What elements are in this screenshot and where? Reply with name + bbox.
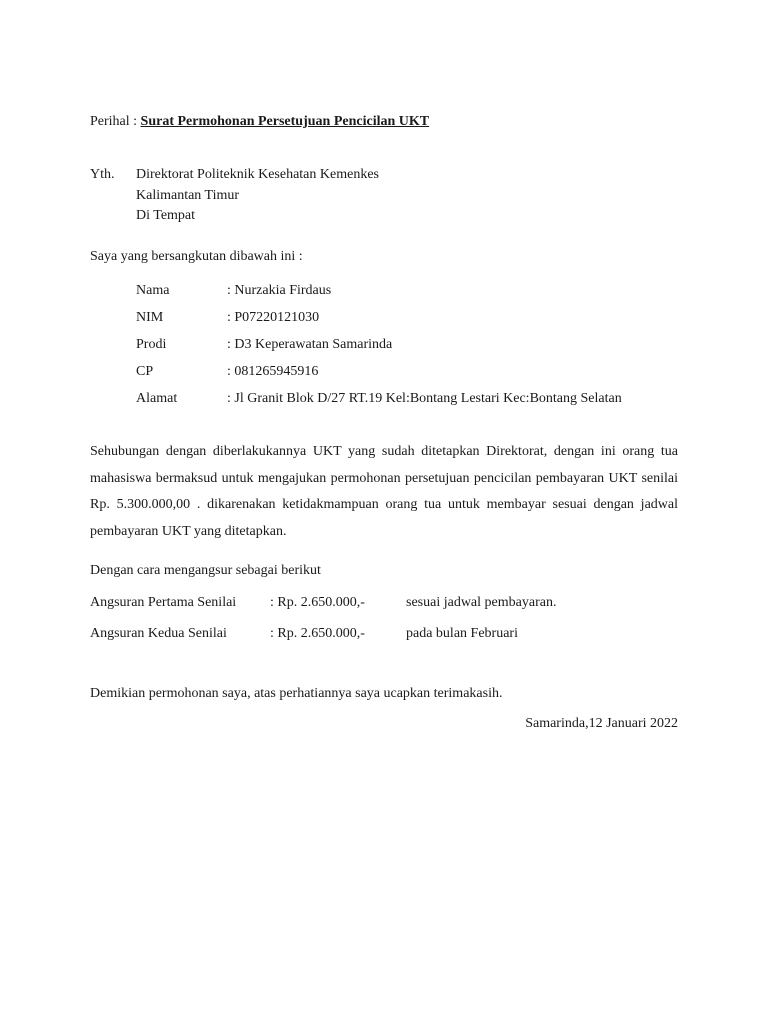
- installment-amount: : Rp. 2.650.000,-: [270, 626, 365, 641]
- closing-text: Demikian permohonan saya, atas perhatiannya saya ucapkan terimakasih.: [90, 686, 503, 701]
- subject-line: [90, 113, 429, 131]
- identity-row-alamat: [0, 390, 768, 408]
- recipient-line-2: Kalimantan Timur: [136, 188, 240, 203]
- identity-label: Nama: [136, 283, 170, 298]
- identity-label: CP: [136, 364, 154, 379]
- identity-row-prodi: [0, 336, 768, 354]
- identity-row-nim: [0, 309, 768, 327]
- identity-value: : P07220121030: [227, 310, 320, 325]
- identity-value: : Jl Granit Blok D/27 RT.19 Kel:Bontang Lestari Kec:Bontang Selatan: [227, 391, 622, 406]
- identity-label: Alamat: [136, 391, 178, 406]
- subject-text: Surat Permohonan Persetujuan Pencicilan UKT: [140, 114, 430, 129]
- identity-row-name: [0, 282, 768, 300]
- body-paragraph: Sehubungan dengan diberlakukannya UKT yang sudah ditetapkan Direktorat, dengan ini orang tua mahasiswa bermaksud untuk mengajukan permohonan persetujuan pencicilan pembayaran UKT senilai Rp. 5.300.000,00 . dikarenakan ketidakmampuan orang tua untuk membayar sesuai dengan jadwal pembayaran UKT yang ditetapkan.: [90, 444, 678, 539]
- identity-row-cp: [0, 363, 768, 381]
- identity-label: Prodi: [136, 337, 167, 352]
- installment-label: Angsuran Pertama Senilai: [90, 595, 237, 610]
- recipient-label: Yth.: [90, 167, 115, 182]
- identity-value: : D3 Keperawatan Samarinda: [227, 337, 393, 352]
- installment-row-2: [0, 625, 768, 643]
- subject-label: Perihal :: [90, 114, 141, 129]
- identity-value: : 081265945916: [227, 364, 319, 379]
- recipient-line-3: Di Tempat: [136, 208, 196, 223]
- installment-amount: : Rp. 2.650.000,-: [270, 595, 365, 610]
- installment-row-1: [0, 594, 768, 612]
- recipient-line-1: Direktorat Politeknik Kesehatan Kemenkes: [136, 167, 379, 182]
- installment-note: sesuai jadwal pembayaran.: [406, 595, 557, 610]
- identity-value: : Nurzakia Firdaus: [227, 283, 332, 298]
- installment-note: pada bulan Februari: [406, 626, 518, 641]
- intro-text: Saya yang bersangkutan dibawah ini :: [90, 249, 303, 264]
- identity-label: NIM: [136, 310, 164, 325]
- installment-label: Angsuran Kedua Senilai: [90, 626, 227, 641]
- place-date: Samarinda,12 Januari 2022: [525, 716, 678, 731]
- installment-intro: Dengan cara mengangsur sebagai berikut: [90, 563, 321, 578]
